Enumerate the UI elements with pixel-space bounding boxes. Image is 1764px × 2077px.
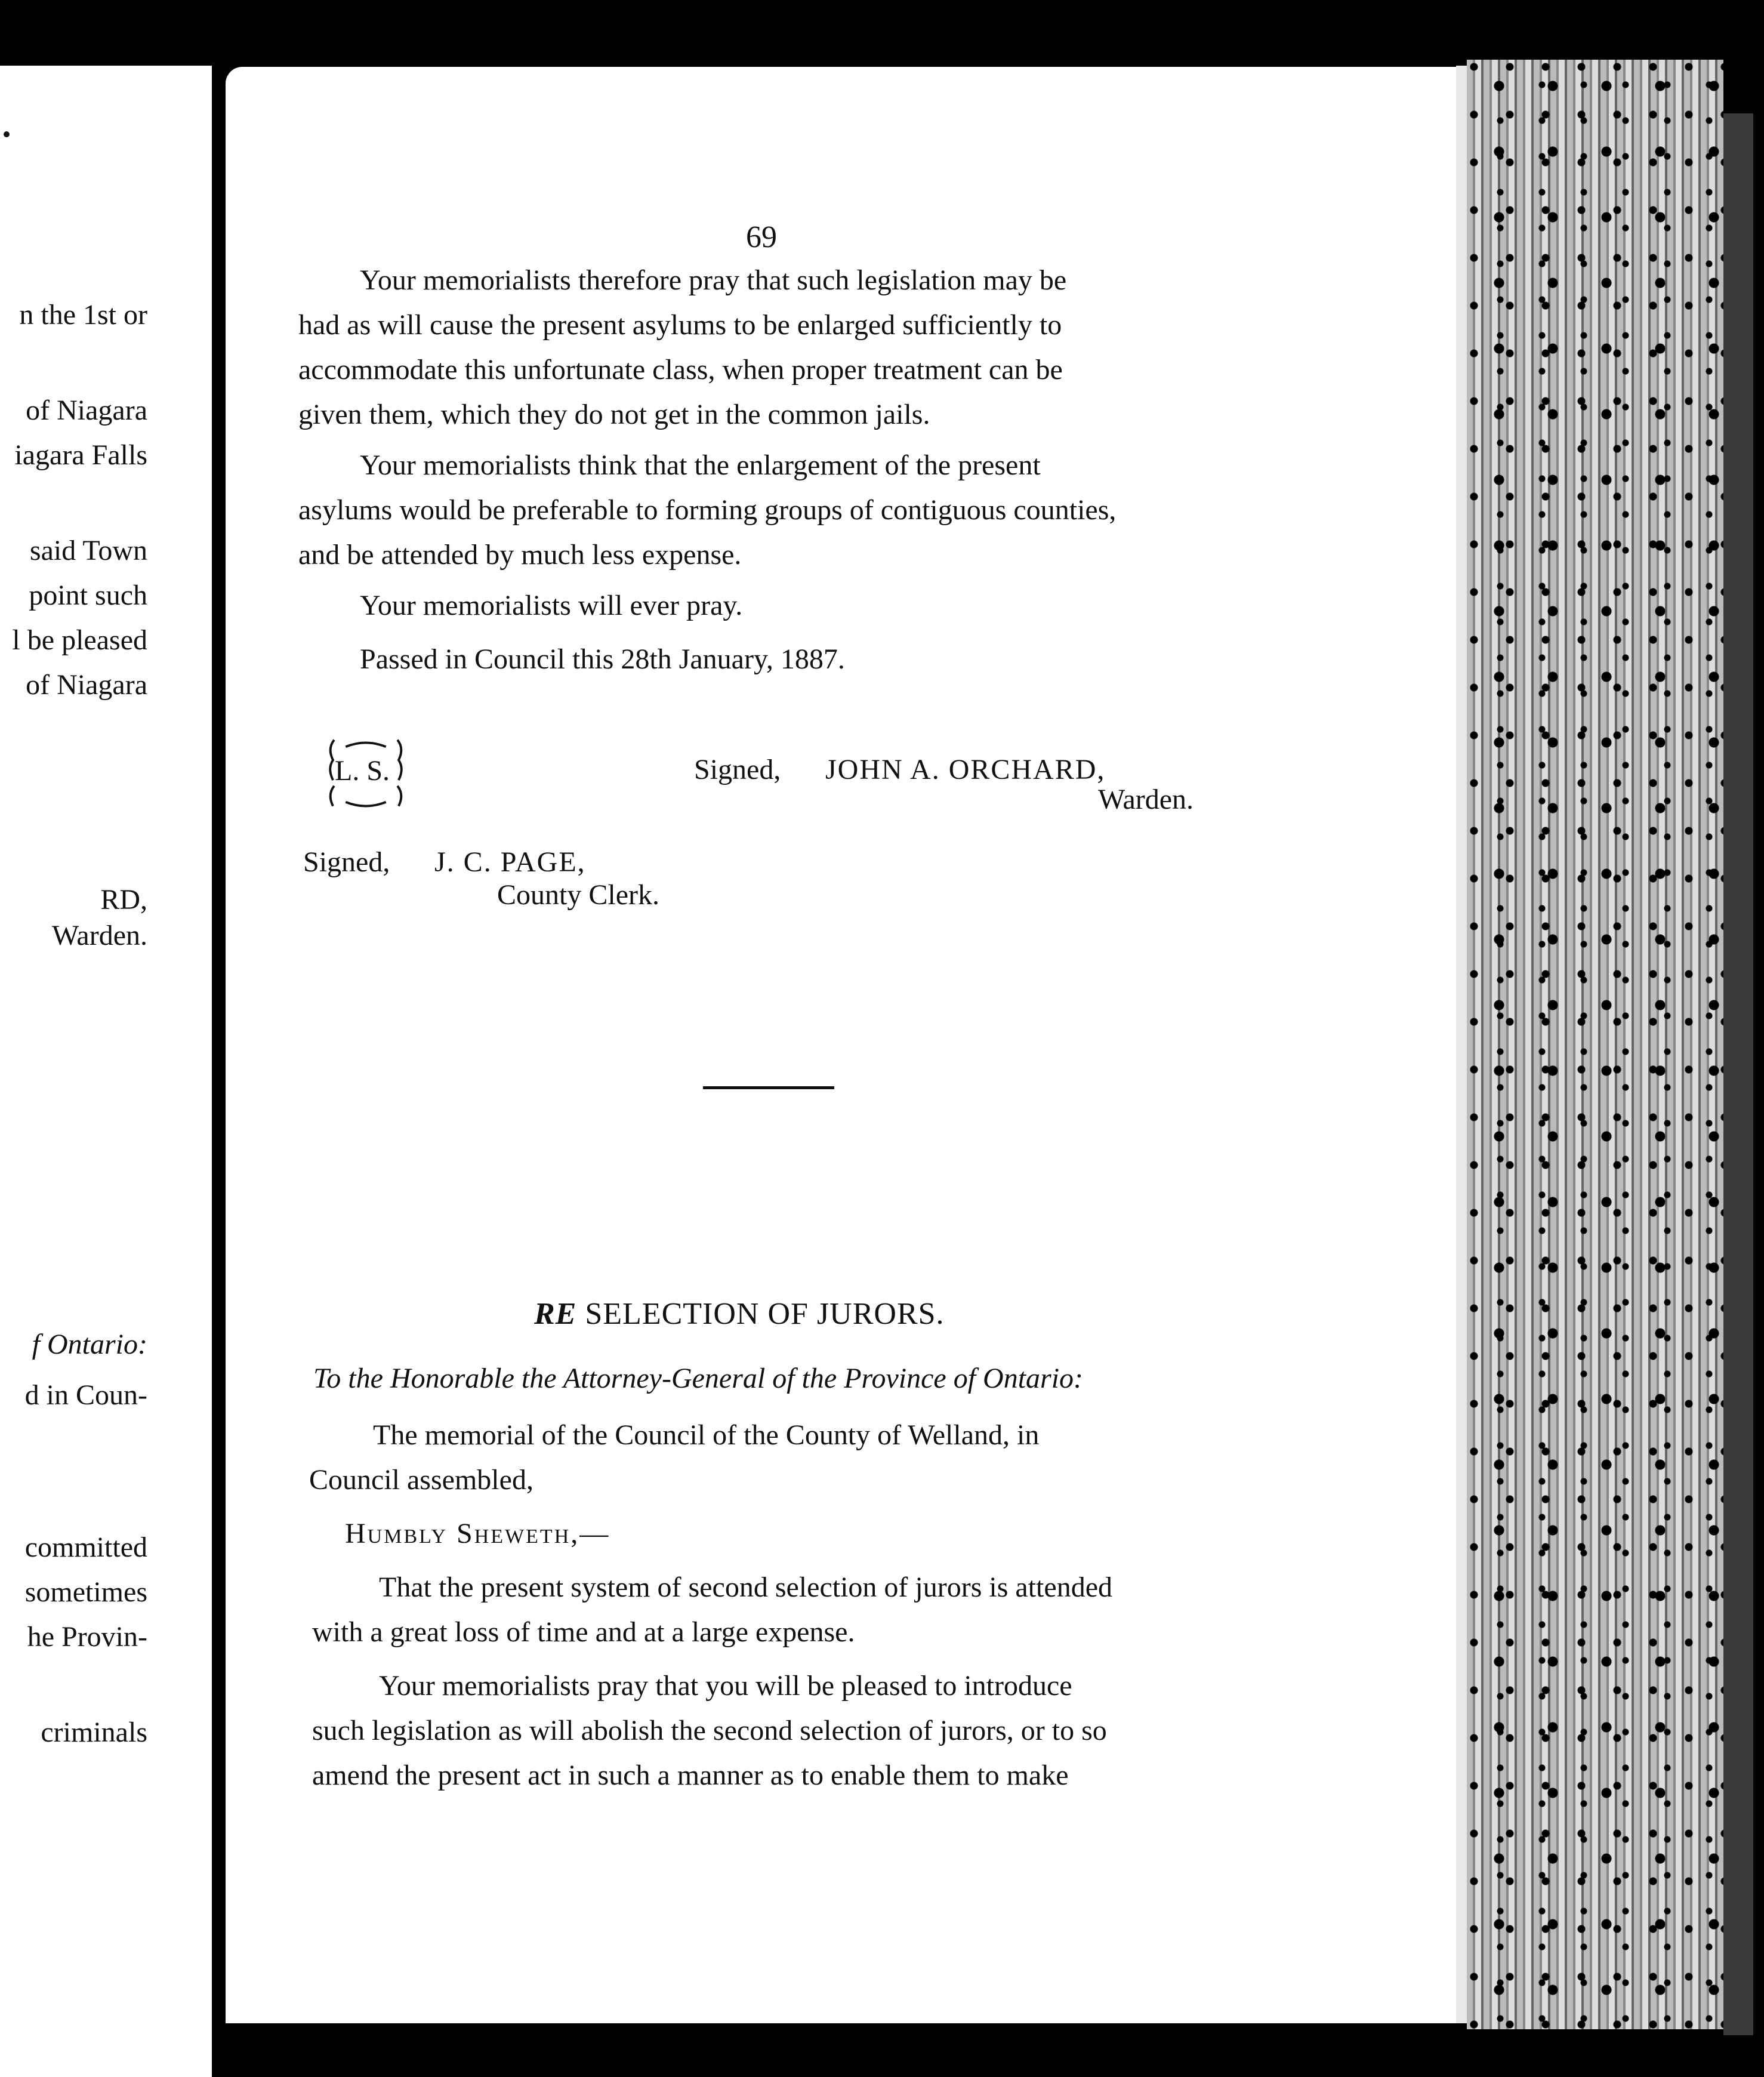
paragraph-line: and be attended by much less expense. bbox=[298, 539, 742, 571]
warden-name: JOHN A. ORCHARD, bbox=[825, 754, 1106, 785]
left-line: criminals bbox=[41, 1717, 147, 1748]
left-line: n the 1st or bbox=[19, 299, 147, 331]
main-page bbox=[226, 67, 1467, 2023]
paragraph-line: Your memorialists therefore pray that such legislation may be bbox=[360, 264, 1067, 296]
left-line: Warden. bbox=[51, 920, 147, 951]
section-heading bbox=[534, 1296, 945, 1332]
left-line: l be pleased bbox=[12, 624, 147, 656]
paragraph-line: asylums would be preferable to forming groups of contiguous counties, bbox=[298, 494, 1117, 526]
paragraph-line: had as will cause the present asylums to be enlarged sufficiently to bbox=[298, 309, 1062, 341]
paragraph-line: Council assembled, bbox=[309, 1464, 533, 1496]
clerk-title: County Clerk. bbox=[497, 879, 659, 911]
left-line: sometimes bbox=[24, 1576, 147, 1608]
humbly-sheweth: Humbly Sheweth,— bbox=[345, 1518, 610, 1549]
ink-dot bbox=[4, 131, 10, 137]
paragraph-line: That the present system of second selection of jurors is attended bbox=[379, 1571, 1112, 1603]
left-line: he Provin- bbox=[27, 1621, 147, 1653]
paragraph-line: given them, which they do not get in the common jails. bbox=[298, 399, 930, 430]
left-line: said Town bbox=[29, 535, 147, 566]
left-line: iagara Falls bbox=[14, 439, 147, 471]
left-page-fragment bbox=[0, 66, 212, 2077]
signed-label: Signed, bbox=[694, 754, 781, 785]
heading-re: RE bbox=[534, 1297, 577, 1331]
left-line: RD, bbox=[100, 884, 147, 916]
left-line: point such bbox=[29, 580, 147, 611]
seal-text: L. S. bbox=[335, 755, 390, 787]
paragraph-line: Your memorialists pray that you will be pleased to introduce bbox=[379, 1670, 1072, 1702]
paragraph-line: such legislation as will abolish the second selection of jurors, or to so bbox=[312, 1715, 1107, 1746]
paragraph-line: accommodate this unfortunate class, when proper treatment can be bbox=[298, 354, 1063, 386]
paragraph-line: Your memorialists think that the enlargement of the present bbox=[360, 449, 1041, 481]
address-line: To the Honorable the Attorney-General of the Province of Ontario: bbox=[313, 1363, 1084, 1394]
left-line: of Niagara bbox=[26, 395, 147, 426]
left-line: d in Coun- bbox=[24, 1379, 147, 1411]
section-divider bbox=[703, 1086, 834, 1089]
page-number: 69 bbox=[746, 220, 777, 254]
clerk-signed-label: Signed, bbox=[303, 846, 390, 878]
passed-date-line: Passed in Council this 28th January, 1887. bbox=[360, 643, 845, 675]
paragraph-line: Your memorialists will ever pray. bbox=[360, 590, 743, 621]
left-line: committed bbox=[24, 1531, 147, 1563]
clerk-name: J. C. PAGE, bbox=[434, 846, 586, 878]
book-fore-edge bbox=[1467, 60, 1723, 2029]
warden-title: Warden. bbox=[1098, 784, 1194, 815]
left-line: of Niagara bbox=[26, 669, 147, 701]
paragraph-line: amend the present act in such a manner as to enable them to make bbox=[312, 1759, 1069, 1791]
left-line: f Ontario: bbox=[32, 1329, 147, 1360]
paragraph-line: with a great loss of time and at a large expense. bbox=[312, 1616, 855, 1648]
book-cover-edge bbox=[1723, 113, 1753, 2035]
heading-title: SELECTION OF JURORS. bbox=[576, 1297, 945, 1331]
paragraph-line: The memorial of the Council of the County of Welland, in bbox=[373, 1419, 1040, 1451]
